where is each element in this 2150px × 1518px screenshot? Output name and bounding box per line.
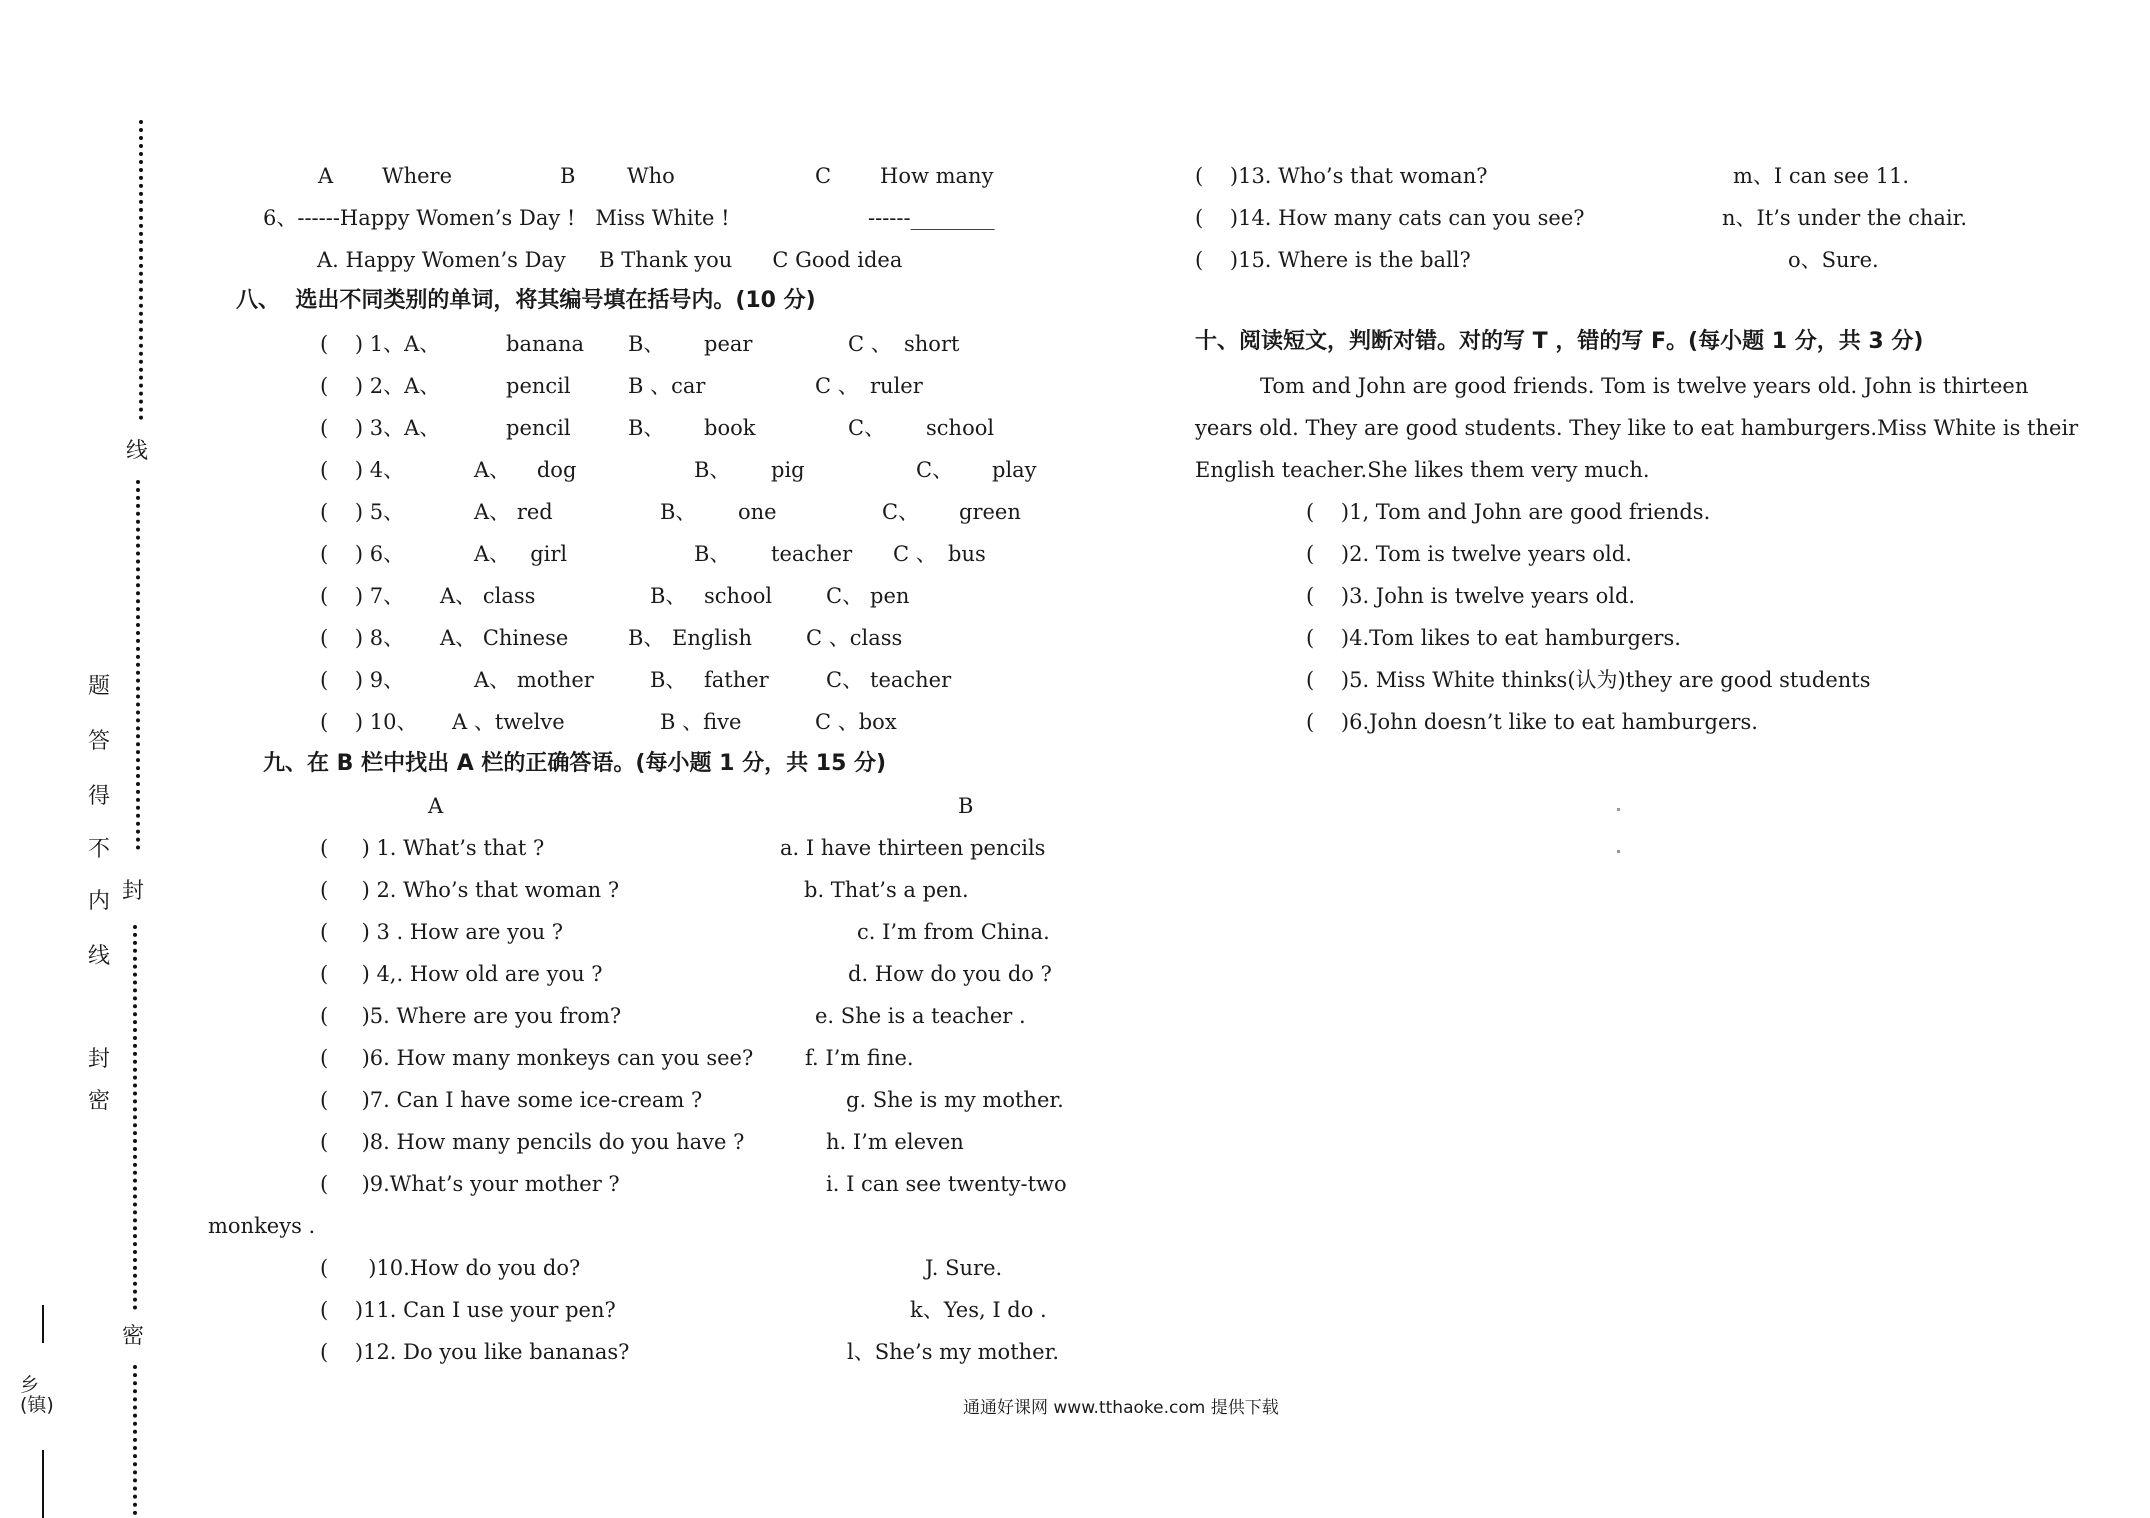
- s9-answer: g. She is my mother.: [846, 1088, 1064, 1112]
- section9-col-b: B: [958, 794, 974, 818]
- section9-col-a: A: [428, 794, 444, 818]
- s8-item-c: C 、: [848, 332, 892, 356]
- s8-item-a: A、 class: [440, 584, 536, 608]
- s8-item-num: ( ) 7、: [320, 584, 405, 608]
- q7-option-b: Who: [627, 164, 675, 188]
- section10-title: 十、阅读短文，判断对错。对的写 T ，错的写 F。(每小题 1 分，共 3 分): [1195, 329, 1924, 354]
- s8-item-num: ( ) 10、: [320, 710, 418, 734]
- s8-item-cw: bus: [948, 542, 986, 566]
- margin-warning-3: 得: [88, 784, 111, 809]
- s10-item: ( )1, Tom and John are good friends.: [1306, 500, 1711, 524]
- s8-item-b: B、: [694, 542, 731, 566]
- s8-item-c: C 、: [893, 542, 937, 566]
- s8-item-bw: pear: [704, 332, 753, 356]
- s8-item-bw: English: [672, 626, 753, 650]
- s8-item-b: B 、car: [628, 374, 706, 398]
- s9-question: ( )5. Where are you from?: [320, 1004, 622, 1028]
- s9-question: ( )8. How many pencils do you have ?: [320, 1130, 745, 1154]
- s8-item-bw: teacher: [771, 542, 853, 566]
- s8-item-bw: school: [704, 584, 773, 608]
- s8-item-num: ( ) 9、: [320, 668, 405, 692]
- section9-title: 九、在 B 栏中找出 A 栏的正确答语。(每小题 1 分，共 15 分): [263, 751, 887, 776]
- section8-title: 八、 选出不同类别的单词，将其编号填在括号内。(10 分): [236, 288, 816, 313]
- s8-item-a: pencil: [506, 374, 571, 398]
- s8-item-num: ( ) 8、: [320, 626, 405, 650]
- s9-question: ( ) 1. What’s that ?: [320, 836, 545, 860]
- s8-item-num: ( ) 3、A、: [320, 416, 441, 440]
- s9-question: ( ) 4,. How old are you ?: [320, 962, 603, 986]
- s8-item-b: B、: [628, 416, 665, 440]
- q7-option-c: How many: [880, 164, 994, 188]
- s9-answer: d. How do you do ?: [848, 962, 1052, 986]
- s8-item-c: C、: [882, 500, 920, 524]
- s8-item-cw: short: [904, 332, 960, 356]
- s8-item-cw: green: [959, 500, 1021, 524]
- s9-question: ( )11. Can I use your pen?: [320, 1298, 616, 1322]
- s9-question: ( )12. Do you like bananas?: [320, 1340, 630, 1364]
- margin-feng-char: 封: [122, 879, 145, 904]
- q7-option-c-letter: C: [815, 164, 832, 188]
- margin-warning-2: 答: [88, 729, 111, 754]
- s9-answer: l、She’s my mother.: [847, 1340, 1059, 1364]
- s10-item: ( )6.John doesn’t like to eat hamburgers.: [1306, 710, 1758, 734]
- q7-option-a: Where: [382, 164, 453, 188]
- passage-line: English teacher.She likes them very much.: [1195, 458, 1650, 482]
- s9-answer: h. I’m eleven: [826, 1130, 964, 1154]
- s8-item-cw: ruler: [870, 374, 923, 398]
- s8-item-a: A、 Chinese: [440, 626, 569, 650]
- s8-item-c: C、: [848, 416, 886, 440]
- margin-warning-6: 线: [88, 944, 111, 969]
- q7-option-a-letter: A: [318, 164, 334, 188]
- passage-line: Tom and John are good friends. Tom is twelve years old. John is thirteen: [1260, 374, 2029, 398]
- seal-dotted-line-mid2: [133, 925, 137, 1310]
- s9-answer: J. Sure.: [925, 1256, 1003, 1280]
- s8-item-num: ( ) 6、: [320, 542, 405, 566]
- q6-options: A. Happy Women’s Day B Thank you C Good idea: [317, 248, 903, 272]
- s9-answer: f. I’m fine.: [805, 1046, 914, 1070]
- s8-item-c: C 、class: [806, 626, 903, 650]
- s8-item-a: A、 dog: [474, 458, 577, 482]
- s8-item-a: pencil: [506, 416, 571, 440]
- s9-answer: m、I can see 11.: [1733, 164, 1910, 188]
- s8-item-b: B、: [628, 626, 665, 650]
- seal-dotted-line-bottom: [133, 1365, 137, 1515]
- s8-item-b: B、: [650, 584, 687, 608]
- s8-item-a: banana: [506, 332, 585, 356]
- township-underline: [42, 1305, 44, 1343]
- s8-item-num: ( ) 4、: [320, 458, 405, 482]
- stray-dot: [1617, 808, 1620, 811]
- s9-question: ( )13. Who’s that woman?: [1195, 164, 1488, 188]
- s8-item-c: C 、: [815, 374, 859, 398]
- s8-item-c: C 、box: [815, 710, 897, 734]
- s10-item: ( )2. Tom is twelve years old.: [1306, 542, 1632, 566]
- margin-warning-5: 内: [88, 889, 111, 914]
- seal-dotted-line-mid1: [136, 480, 140, 850]
- s9-question: ( ) 2. Who’s that woman ?: [320, 878, 620, 902]
- s8-item-cw: pen: [870, 584, 910, 608]
- s9-question: ( ) 3 . How are you ?: [320, 920, 564, 944]
- s8-item-b: B 、five: [660, 710, 742, 734]
- s9-answer: k、Yes, I do .: [910, 1298, 1047, 1322]
- margin-warning-4: 不: [88, 837, 111, 862]
- s9-question: ( )14. How many cats can you see?: [1195, 206, 1585, 230]
- margin-warning-7: 封: [88, 1047, 111, 1072]
- s8-item-num: ( ) 1、A、: [320, 332, 441, 356]
- margin-mi-char: 密: [122, 1324, 145, 1349]
- s8-item-bw: one: [738, 500, 777, 524]
- s8-item-b: B、: [628, 332, 665, 356]
- s9-question: ( )6. How many monkeys can you see?: [320, 1046, 754, 1070]
- s9-question: ( )15. Where is the ball?: [1195, 248, 1471, 272]
- s8-item-a: A、 girl: [474, 542, 568, 566]
- s8-item-b: B、: [650, 668, 687, 692]
- margin-line-char: 线: [126, 439, 149, 464]
- margin-warning-8: 密: [88, 1089, 111, 1114]
- q7-option-b-letter: B: [560, 164, 576, 188]
- s8-item-num: ( ) 2、A、: [320, 374, 441, 398]
- stray-dot: [1617, 850, 1620, 853]
- s8-item-num: ( ) 5、: [320, 500, 405, 524]
- s8-item-cw: play: [992, 458, 1037, 482]
- s9-answer: b. That’s a pen.: [804, 878, 969, 902]
- s8-item-c: C、: [826, 668, 864, 692]
- township-underline-2: [42, 1450, 44, 1518]
- s8-item-a: A 、twelve: [452, 710, 565, 734]
- s8-item-b: B、: [694, 458, 731, 482]
- s9-question: ( )7. Can I have some ice-cream ?: [320, 1088, 703, 1112]
- s9-question: ( )9.What’s your mother ?: [320, 1172, 620, 1196]
- margin-warning-1: 题: [88, 674, 111, 699]
- s9-answer: n、It’s under the chair.: [1722, 206, 1968, 230]
- s9-answer: e. She is a teacher .: [815, 1004, 1026, 1028]
- s8-item-c: C、: [826, 584, 864, 608]
- s9-wrap: monkeys .: [208, 1214, 316, 1238]
- s10-item: ( )5. Miss White thinks(认为)they are good students: [1306, 668, 1871, 692]
- s10-item: ( )4.Tom likes to eat hamburgers.: [1306, 626, 1681, 650]
- s8-item-a: A、 red: [474, 500, 553, 524]
- footer-source: 通通好课网 www.tthaoke.com 提供下载: [963, 1398, 1279, 1418]
- s8-item-cw: school: [926, 416, 995, 440]
- s9-answer: c. I’m from China.: [857, 920, 1050, 944]
- passage-line: years old. They are good students. They like to eat hamburgers.Miss White is their: [1195, 416, 2079, 440]
- seal-dotted-line-top: [139, 120, 143, 420]
- s8-item-bw: book: [704, 416, 756, 440]
- s10-item: ( )3. John is twelve years old.: [1306, 584, 1636, 608]
- s8-item-c: C、: [916, 458, 954, 482]
- s9-answer: a. I have thirteen pencils: [780, 836, 1046, 860]
- s8-item-bw: pig: [771, 458, 805, 482]
- q6-answer-blank: ------________: [868, 206, 995, 230]
- s9-question: ( )10.How do you do?: [320, 1256, 581, 1280]
- s8-item-cw: teacher: [870, 668, 952, 692]
- s9-answer: i. I can see twenty-two: [826, 1172, 1067, 1196]
- township-label: 乡(镇): [20, 1374, 54, 1416]
- q6-prompt: 6、------Happy Women’s Day ! Miss White !: [263, 206, 730, 230]
- s8-item-b: B、: [660, 500, 697, 524]
- s8-item-bw: father: [704, 668, 769, 692]
- s8-item-a: A、 mother: [474, 668, 594, 692]
- s9-answer: o、Sure.: [1788, 248, 1879, 272]
